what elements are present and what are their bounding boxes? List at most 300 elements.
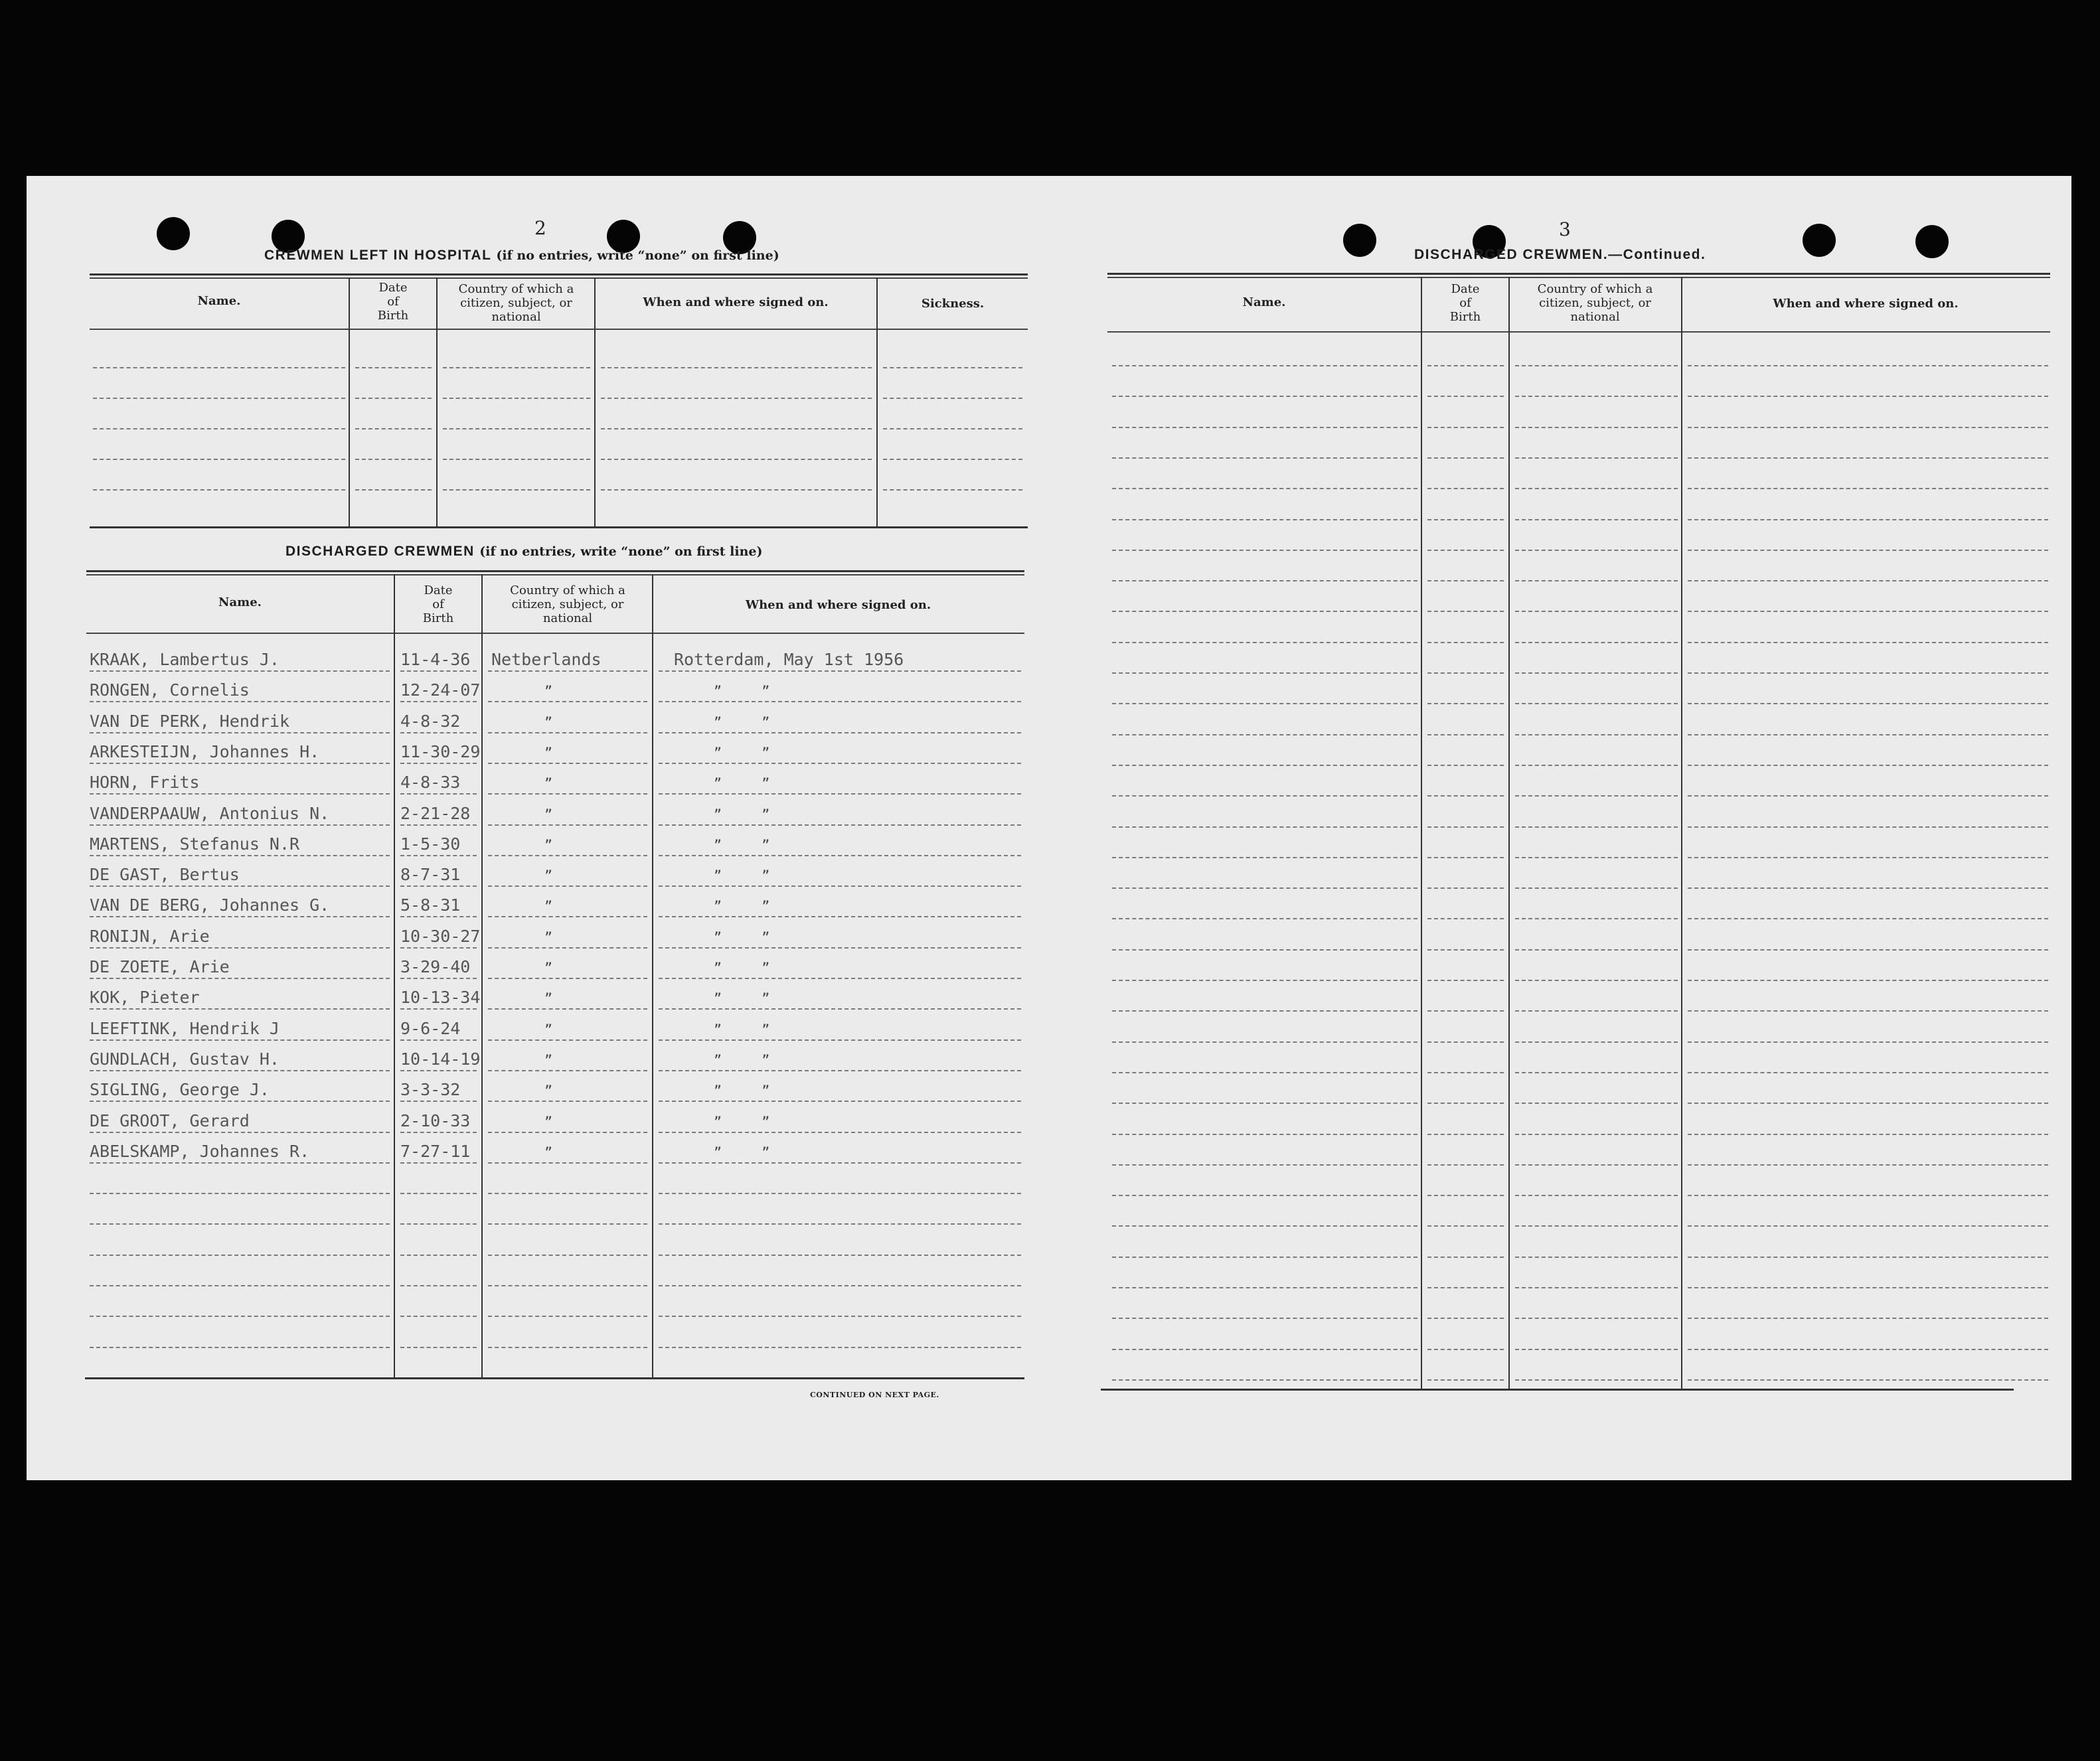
- ruled-line: [488, 1039, 647, 1041]
- discharged-col-divider: [481, 574, 483, 1377]
- ruled-line: [1427, 580, 1504, 581]
- crew-signed-on: ” ”: [714, 806, 770, 822]
- crew-signed-on: ” ”: [714, 744, 770, 761]
- ruled-line: [1515, 1225, 1678, 1227]
- ruled-line: [400, 1132, 477, 1133]
- hospital-col-divider: [349, 277, 350, 526]
- ruled-line: [1427, 488, 1504, 489]
- ruled-line: [1515, 887, 1678, 889]
- hospital-header-sickness: Sickness.: [921, 297, 985, 311]
- ruled-line: [1427, 1379, 1504, 1381]
- ruled-line: [1688, 580, 2048, 581]
- ruled-line: [1515, 1103, 1678, 1104]
- ruled-line: [1515, 457, 1678, 459]
- ruled-line: [659, 1132, 1021, 1133]
- hospital-header-rule: [90, 329, 1028, 330]
- ruled-line: [1515, 918, 1678, 919]
- ruled-line: [488, 855, 647, 856]
- ruled-line: [400, 978, 477, 979]
- discharged-title-note: (if no entries, write “none” on first line): [479, 544, 763, 559]
- ruled-line: [1688, 550, 2048, 551]
- ruled-line: [1427, 550, 1504, 551]
- ruled-line: [400, 1347, 477, 1348]
- hospital-title-text: CREWMEN LEFT IN HOSPITAL: [264, 248, 492, 263]
- ruled-line: [93, 428, 345, 429]
- ruled-line: [90, 1347, 390, 1348]
- ruled-line: [1515, 857, 1678, 858]
- ruled-line: [1515, 550, 1678, 551]
- ruled-line: [1515, 427, 1678, 428]
- ruled-line: [1112, 457, 1417, 459]
- ruled-line: [443, 428, 590, 429]
- ruled-line: [400, 670, 477, 672]
- right-col-divider: [1421, 277, 1422, 1389]
- ruled-line: [400, 763, 477, 764]
- crew-name: VAN DE BERG, Johannes G.: [90, 895, 330, 915]
- ruled-line: [1427, 918, 1504, 919]
- hospital-col-divider: [436, 277, 438, 526]
- crew-dob: 7-27-11: [400, 1141, 471, 1161]
- ruled-line: [1515, 580, 1678, 581]
- discharged-top-rule-2: [86, 574, 1024, 575]
- ruled-line: [90, 1162, 390, 1164]
- ruled-line: [488, 670, 647, 672]
- ruled-line: [400, 1316, 477, 1317]
- ruled-line: [1515, 1318, 1678, 1319]
- ruled-line: [1688, 949, 2048, 951]
- ruled-line: [1515, 1164, 1678, 1166]
- ruled-line: [659, 1193, 1021, 1194]
- ruled-line: [1688, 857, 2048, 858]
- ruled-line: [1112, 703, 1417, 704]
- ruled-line: [400, 1285, 477, 1286]
- ruled-line: [1427, 857, 1504, 858]
- ruled-line: [1515, 488, 1678, 489]
- ruled-line: [90, 1039, 390, 1041]
- ruled-line: [90, 1132, 390, 1133]
- ruled-line: [1112, 642, 1417, 643]
- ruled-line: [659, 763, 1021, 764]
- crew-country: ”: [544, 1021, 553, 1037]
- crew-country: ”: [544, 836, 553, 853]
- ruled-line: [1688, 765, 2048, 766]
- ruled-line: [659, 1347, 1021, 1348]
- ruled-line: [1515, 611, 1678, 612]
- ruled-line: [90, 793, 390, 795]
- ruled-line: [1688, 1164, 2048, 1166]
- ruled-line: [1427, 1072, 1504, 1073]
- ruled-line: [1427, 642, 1504, 643]
- ruled-line: [1427, 519, 1504, 520]
- ruled-line: [1112, 1103, 1417, 1104]
- ruled-line: [1112, 826, 1417, 828]
- ruled-line: [1688, 1349, 2048, 1350]
- ruled-line: [1427, 672, 1504, 674]
- crew-dob: 9-6-24: [400, 1018, 461, 1038]
- crew-name: MARTENS, Stefanus N.R: [90, 834, 300, 854]
- binder-hole: [157, 217, 190, 250]
- ruled-line: [488, 1255, 647, 1256]
- ruled-line: [1515, 1257, 1678, 1258]
- hospital-header-dob: Date of Birth: [377, 281, 409, 323]
- ruled-line: [601, 459, 872, 460]
- ruled-line: [488, 1285, 647, 1286]
- ruled-line: [90, 701, 390, 702]
- binder-hole: [1803, 224, 1836, 257]
- crew-country: ”: [544, 1144, 553, 1160]
- crew-name: RONGEN, Cornelis: [90, 680, 250, 700]
- crew-name: KOK, Pieter: [90, 988, 200, 1008]
- ruled-line: [1427, 1134, 1504, 1135]
- ruled-line: [1112, 1010, 1417, 1012]
- ruled-line: [659, 855, 1021, 856]
- crew-country: ”: [544, 775, 553, 792]
- ruled-line: [1427, 1164, 1504, 1166]
- ruled-line: [1112, 365, 1417, 366]
- ruled-line: [488, 1132, 647, 1133]
- ruled-line: [488, 947, 647, 949]
- ruled-line: [1688, 1134, 2048, 1135]
- ruled-line: [1515, 519, 1678, 520]
- hospital-header-signed-on: When and where signed on.: [643, 295, 829, 309]
- crew-dob: 12-24-07: [400, 680, 481, 700]
- ruled-line: [488, 885, 647, 887]
- ruled-line: [659, 1223, 1021, 1225]
- crew-signed-on: ” ”: [714, 1051, 770, 1068]
- crew-name: SIGLING, George J.: [90, 1080, 270, 1100]
- ruled-line: [1112, 949, 1417, 951]
- crew-signed-on: ” ”: [714, 836, 770, 853]
- ruled-line: [1688, 642, 2048, 643]
- discharged-header-rule: [86, 633, 1024, 634]
- ruled-line: [1427, 1349, 1504, 1350]
- crew-dob: 10-13-34: [400, 988, 481, 1008]
- ruled-line: [1688, 826, 2048, 828]
- ruled-line: [883, 489, 1022, 491]
- ruled-line: [659, 670, 1021, 672]
- ruled-line: [1515, 1195, 1678, 1196]
- ruled-line: [1688, 980, 2048, 981]
- crew-signed-on: ” ”: [714, 898, 770, 915]
- ruled-line: [659, 1008, 1021, 1010]
- ruled-line: [1112, 1134, 1417, 1135]
- crew-signed-on: ” ”: [714, 1021, 770, 1037]
- crew-name: LEEFTINK, Hendrik J: [90, 1018, 280, 1038]
- ruled-line: [1515, 365, 1678, 366]
- ruled-line: [1427, 365, 1504, 366]
- ruled-line: [1688, 396, 2048, 397]
- ruled-line: [1515, 1010, 1678, 1012]
- crew-dob: 2-21-28: [400, 803, 471, 823]
- binder-hole: [1915, 225, 1949, 258]
- crew-dob: 1-5-30: [400, 834, 461, 854]
- crew-name: HORN, Frits: [90, 773, 200, 793]
- ruled-line: [1427, 949, 1504, 951]
- ruled-line: [1688, 918, 2048, 919]
- ruled-line: [1688, 1257, 2048, 1258]
- ruled-line: [90, 916, 390, 917]
- ruled-line: [1515, 642, 1678, 643]
- continued-footer: CONTINUED ON NEXT PAGE.: [810, 1391, 939, 1399]
- ruled-line: [93, 398, 345, 399]
- manifest-sheet: [27, 176, 2071, 1480]
- ruled-line: [659, 1255, 1021, 1256]
- ruled-line: [90, 855, 390, 856]
- ruled-line: [659, 824, 1021, 826]
- crew-name: KRAAK, Lambertus J.: [90, 650, 280, 669]
- hospital-col-divider: [594, 277, 596, 526]
- crew-country: Netberlands: [491, 650, 602, 669]
- ruled-line: [400, 1223, 477, 1225]
- ruled-line: [1112, 980, 1417, 981]
- ruled-line: [488, 793, 647, 795]
- crew-country: ”: [544, 744, 553, 761]
- ruled-line: [659, 701, 1021, 702]
- discharged-col-divider: [652, 574, 653, 1377]
- ruled-line: [443, 367, 590, 368]
- ruled-line: [1688, 1318, 2048, 1319]
- ruled-line: [1688, 703, 2048, 704]
- crew-signed-on: ” ”: [714, 960, 770, 976]
- ruled-line: [488, 763, 647, 764]
- ruled-line: [355, 428, 432, 429]
- ruled-line: [1515, 795, 1678, 797]
- right-header-country: Country of which a citizen, subject, or national: [1537, 282, 1653, 324]
- ruled-line: [90, 1101, 390, 1102]
- ruled-line: [93, 367, 345, 368]
- ruled-line: [659, 885, 1021, 887]
- crew-name: ARKESTEIJN, Johannes H.: [90, 741, 320, 761]
- hospital-bottom-rule: [90, 526, 1028, 528]
- ruled-line: [1112, 1195, 1417, 1196]
- discharged-bottom-rule: [85, 1377, 1024, 1379]
- ruled-line: [90, 885, 390, 887]
- right-col-divider: [1508, 277, 1510, 1389]
- crew-name: VANDERPAAUW, Antonius N.: [90, 803, 330, 823]
- crew-name: GUNDLACH, Gustav H.: [90, 1049, 280, 1069]
- ruled-line: [1515, 826, 1678, 828]
- ruled-line: [601, 489, 872, 491]
- ruled-line: [1515, 703, 1678, 704]
- ruled-line: [400, 701, 477, 702]
- crew-signed-on: ” ”: [714, 929, 770, 945]
- ruled-line: [90, 947, 390, 949]
- ruled-line: [1112, 396, 1417, 397]
- binder-hole: [1343, 224, 1376, 257]
- crew-dob: 2-10-33: [400, 1110, 471, 1130]
- ruled-line: [883, 428, 1022, 429]
- hospital-section-title: [264, 248, 779, 264]
- ruled-line: [1427, 1195, 1504, 1196]
- crew-name: RONIJN, Arie: [90, 926, 210, 946]
- crew-country: ”: [544, 929, 553, 945]
- ruled-line: [1112, 765, 1417, 766]
- crew-name: ABELSKAMP, Johannes R.: [90, 1141, 310, 1161]
- crew-country: ”: [544, 960, 553, 976]
- ruled-line: [1112, 1318, 1417, 1319]
- ruled-line: [488, 1223, 647, 1225]
- discharged-col-divider: [394, 574, 395, 1377]
- ruled-line: [90, 670, 390, 672]
- ruled-line: [1515, 1134, 1678, 1135]
- ruled-line: [355, 367, 432, 368]
- ruled-line: [1515, 1041, 1678, 1043]
- ruled-line: [1112, 795, 1417, 797]
- ruled-line: [443, 398, 590, 399]
- crew-signed-on: ” ”: [714, 1144, 770, 1160]
- ruled-line: [1688, 1287, 2048, 1288]
- ruled-line: [1427, 703, 1504, 704]
- page-number-left: 2: [534, 217, 546, 239]
- ruled-line: [1427, 396, 1504, 397]
- crew-signed-on: ” ”: [714, 868, 770, 884]
- ruled-line: [1112, 1257, 1417, 1258]
- ruled-line: [488, 1316, 647, 1317]
- crew-signed-on: ” ”: [714, 775, 770, 792]
- ruled-line: [400, 885, 477, 887]
- ruled-line: [1112, 550, 1417, 551]
- crew-country: ”: [544, 1051, 553, 1068]
- ruled-line: [90, 1070, 390, 1071]
- ruled-line: [488, 1101, 647, 1102]
- right-header-dob: Date of Birth: [1449, 282, 1481, 324]
- crew-country: ”: [544, 990, 553, 1007]
- ruled-line: [1515, 1287, 1678, 1288]
- ruled-line: [400, 824, 477, 826]
- ruled-line: [1688, 1195, 2048, 1196]
- ruled-line: [659, 916, 1021, 917]
- ruled-line: [488, 1162, 647, 1164]
- ruled-line: [488, 824, 647, 826]
- hospital-col-divider: [876, 277, 878, 526]
- discharged-top-rule: [86, 570, 1024, 572]
- crew-name: DE ZOETE, Arie: [90, 957, 230, 976]
- ruled-line: [90, 824, 390, 826]
- ruled-line: [1515, 672, 1678, 674]
- ruled-line: [1427, 1041, 1504, 1043]
- ruled-line: [400, 855, 477, 856]
- crew-dob: 10-14-19: [400, 1049, 481, 1069]
- ruled-line: [90, 978, 390, 979]
- ruled-line: [1112, 1379, 1417, 1381]
- discharged-header-country: Country of which a citizen, subject, or national: [510, 583, 625, 625]
- ruled-line: [659, 793, 1021, 795]
- ruled-line: [1427, 1318, 1504, 1319]
- ruled-line: [601, 367, 872, 368]
- ruled-line: [488, 732, 647, 733]
- ruled-line: [659, 1039, 1021, 1041]
- ruled-line: [1427, 795, 1504, 797]
- ruled-line: [355, 489, 432, 491]
- discharged-header-signed-on: When and where signed on.: [745, 598, 931, 612]
- continued-section-title: DISCHARGED CREWMEN.—Continued.: [1414, 247, 1706, 262]
- ruled-line: [883, 459, 1022, 460]
- ruled-line: [1688, 611, 2048, 612]
- right-bottom-rule: [1101, 1389, 2014, 1391]
- crew-signed-on: ” ”: [714, 990, 770, 1007]
- ruled-line: [1688, 457, 2048, 459]
- ruled-line: [1112, 427, 1417, 428]
- ruled-line: [443, 459, 590, 460]
- ruled-line: [1112, 1349, 1417, 1350]
- crew-name: VAN DE PERK, Hendrik: [90, 711, 290, 731]
- ruled-line: [400, 732, 477, 733]
- ruled-line: [400, 1193, 477, 1194]
- ruled-line: [488, 1008, 647, 1010]
- ruled-line: [1515, 396, 1678, 397]
- ruled-line: [1515, 1072, 1678, 1073]
- hospital-header-country: Country of which a citizen, subject, or national: [458, 282, 574, 324]
- ruled-line: [1112, 1072, 1417, 1073]
- ruled-line: [488, 978, 647, 979]
- ruled-line: [90, 1316, 390, 1317]
- crew-country: ”: [544, 868, 553, 884]
- crew-signed-on: Rotterdam, May 1st 1956: [674, 650, 904, 669]
- ruled-line: [1427, 980, 1504, 981]
- ruled-line: [1688, 1225, 2048, 1227]
- ruled-line: [659, 1285, 1021, 1286]
- ruled-line: [1427, 1103, 1504, 1104]
- ruled-line: [659, 1101, 1021, 1102]
- ruled-line: [659, 1070, 1021, 1071]
- ruled-line: [659, 978, 1021, 979]
- ruled-line: [400, 1070, 477, 1071]
- ruled-line: [93, 489, 345, 491]
- ruled-line: [1112, 519, 1417, 520]
- ruled-line: [1427, 887, 1504, 889]
- ruled-line: [1688, 795, 2048, 797]
- ruled-line: [1688, 672, 2048, 674]
- ruled-line: [1688, 427, 2048, 428]
- ruled-line: [1427, 1225, 1504, 1227]
- crew-country: ”: [544, 806, 553, 822]
- crew-dob: 4-8-32: [400, 711, 461, 731]
- ruled-line: [90, 1193, 390, 1194]
- ruled-line: [90, 1285, 390, 1286]
- crew-dob: 8-7-31: [400, 865, 461, 885]
- ruled-line: [1688, 1379, 2048, 1381]
- ruled-line: [488, 1193, 647, 1194]
- ruled-line: [1112, 887, 1417, 889]
- crew-signed-on: ” ”: [714, 1083, 770, 1099]
- ruled-line: [601, 398, 872, 399]
- ruled-line: [1688, 519, 2048, 520]
- ruled-line: [1427, 1287, 1504, 1288]
- hospital-title-note: (if no entries, write “none” on first line): [496, 248, 779, 263]
- ruled-line: [659, 1162, 1021, 1164]
- ruled-line: [1112, 611, 1417, 612]
- ruled-line: [1112, 918, 1417, 919]
- right-top-rule-2: [1107, 277, 2050, 278]
- ruled-line: [1112, 1225, 1417, 1227]
- crew-name: DE GAST, Bertus: [90, 865, 240, 885]
- ruled-line: [1112, 1164, 1417, 1166]
- ruled-line: [90, 1255, 390, 1256]
- crew-dob: 3-29-40: [400, 957, 471, 976]
- ruled-line: [1112, 580, 1417, 581]
- ruled-line: [400, 1039, 477, 1041]
- ruled-line: [883, 398, 1022, 399]
- ruled-line: [659, 947, 1021, 949]
- discharged-title-text: DISCHARGED CREWMEN: [285, 544, 475, 559]
- ruled-line: [355, 459, 432, 460]
- right-top-rule: [1107, 273, 2050, 275]
- ruled-line: [601, 428, 872, 429]
- ruled-line: [1515, 980, 1678, 981]
- right-header-rule: [1107, 331, 2050, 333]
- ruled-line: [90, 732, 390, 733]
- ruled-line: [1688, 488, 2048, 489]
